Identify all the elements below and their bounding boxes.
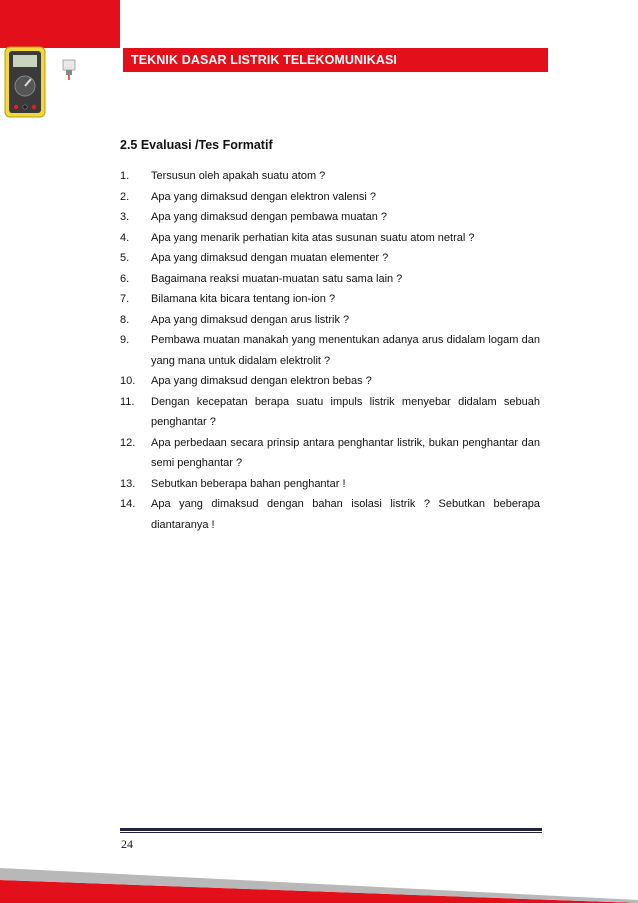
list-item: [120, 310, 540, 331]
header-divider: [120, 48, 123, 72]
question-number: 3.: [120, 211, 130, 223]
list-item: [120, 392, 540, 433]
list-item: [120, 474, 540, 495]
probe-plug-icon: [60, 58, 78, 80]
list-item: [120, 207, 540, 228]
list-item: [120, 289, 540, 310]
footer-swoosh: [0, 840, 638, 903]
section-title: 2.5 Evaluasi /Tes Formatif: [120, 138, 273, 152]
header-red-block: [0, 0, 120, 48]
list-item: [120, 494, 540, 535]
question-text: Apa yang dimaksud dengan pembawa muatan ?: [151, 211, 388, 223]
question-number: 4.: [120, 231, 130, 244]
question-text: Apa yang menarik perhatian kita atas susunan suatu atom netral ?: [151, 231, 475, 244]
question-number: 8.: [120, 313, 130, 326]
list-item: [120, 433, 540, 474]
list-item: [120, 371, 540, 392]
question-number: 12.: [120, 436, 136, 449]
multimeter-icon: [4, 46, 46, 118]
question-text: Apa yang dimaksud dengan arus listrik ?: [151, 313, 350, 326]
question-text: Bilamana kita bicara tentang ion-ion ?: [151, 293, 336, 305]
footer-rule: [120, 828, 542, 831]
question-text: Apa yang dimaksud dengan elektron bebas ?: [151, 375, 372, 387]
question-number: 6.: [120, 272, 130, 285]
question-number: 13.: [120, 477, 136, 490]
question-text: Sebutkan beberapa bahan penghantar !: [151, 477, 346, 490]
question-text: Apa perbedaan secara prinsip antara penghantar listrik, bukan penghantar dan semi penghantar ?: [151, 436, 540, 469]
question-text: Bagaimana reaksi muatan-muatan satu sama lain ?: [151, 272, 403, 285]
question-number: 2.: [120, 190, 130, 203]
question-number: 1.: [120, 170, 130, 182]
question-text: Apa yang dimaksud dengan bahan isolasi listrik ? Sebutkan beberapa diantaranya !: [151, 498, 540, 531]
question-number: 10.: [120, 375, 136, 387]
question-number: 9.: [120, 334, 130, 346]
question-list: [120, 166, 540, 535]
list-item: [120, 330, 540, 371]
page-number: 24: [121, 837, 133, 851]
list-item: [120, 166, 540, 187]
footer-rule-thin: [120, 832, 542, 833]
question-number: 11.: [120, 395, 135, 408]
list-item: [120, 187, 540, 208]
question-text: Pembawa muatan manakah yang menentukan adanya arus didalam logam dan yang mana untuk didalam elektrolit ?: [151, 334, 540, 367]
list-item: [120, 269, 540, 290]
question-text: Apa yang dimaksud dengan elektron valensi ?: [151, 190, 377, 203]
question-text: Tersusun oleh apakah suatu atom ?: [151, 170, 326, 182]
question-text: Apa yang dimaksud dengan muatan elementer ?: [151, 252, 389, 264]
list-item: [120, 228, 540, 249]
question-number: 5.: [120, 252, 130, 264]
question-number: 14.: [120, 498, 136, 510]
question-number: 7.: [120, 293, 130, 305]
running-header-title: TEKNIK DASAR LISTRIK TELEKOMUNIKASI: [131, 53, 397, 67]
question-text: Dengan kecepatan berapa suatu impuls listrik menyebar didalam sebuah penghantar ?: [151, 395, 540, 428]
list-item: [120, 248, 540, 269]
